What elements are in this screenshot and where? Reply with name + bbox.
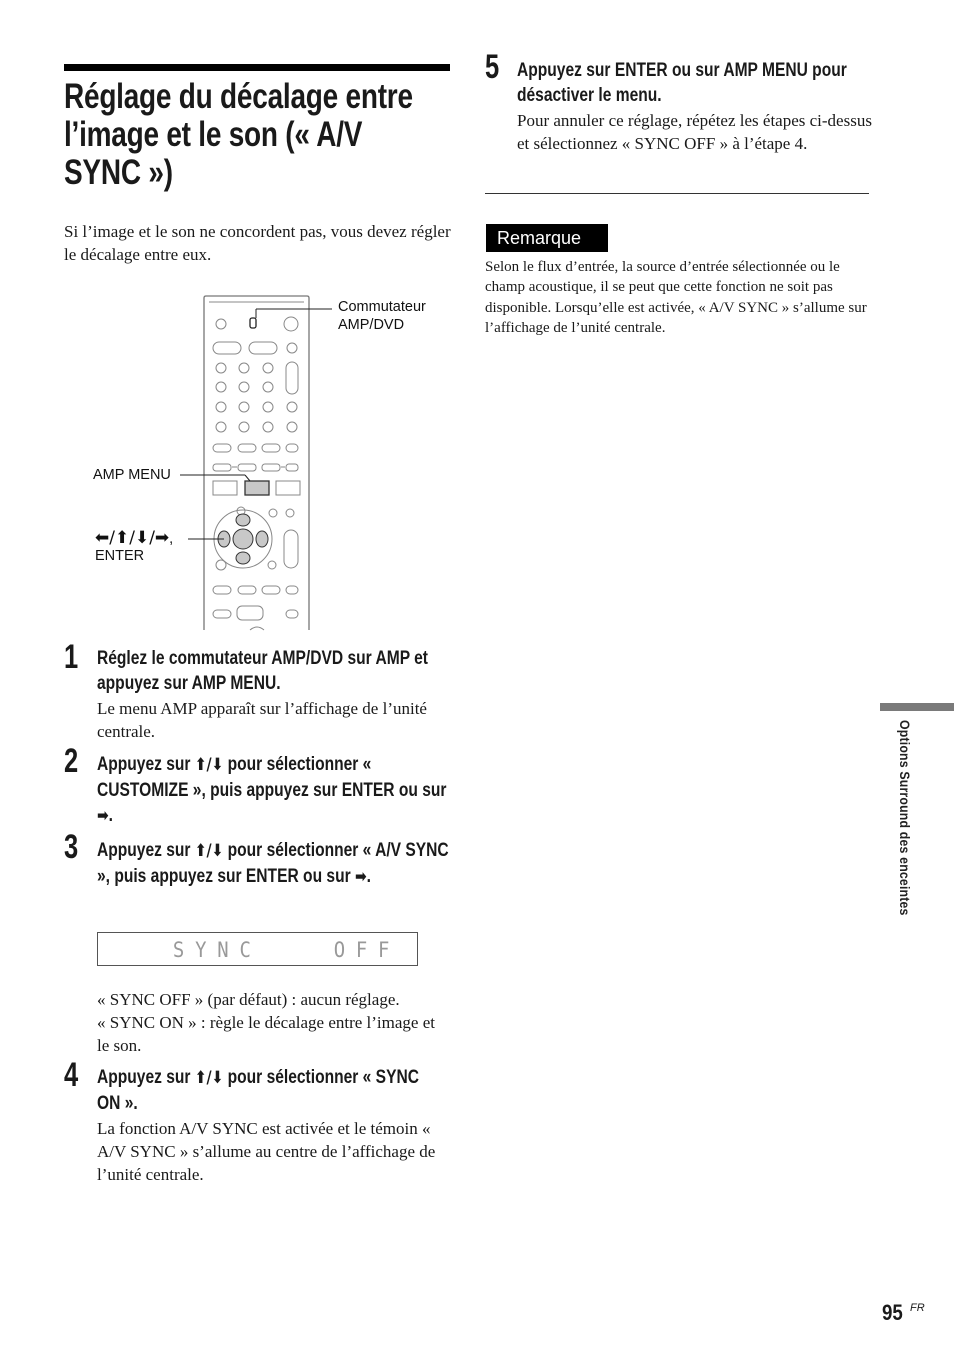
title-rule bbox=[64, 64, 450, 71]
step-1-heading: Réglez le commutateur AMP/DVD sur AMP et appuyez sur AMP MENU. bbox=[97, 648, 429, 694]
step-4-heading: Appuyez sur ⬆/⬇ pour sélectionner « SYNC ON ». bbox=[97, 1067, 419, 1114]
side-tab-bar bbox=[880, 703, 954, 711]
step-3-heading: Appuyez sur ⬆/⬇ pour sélectionner « A/V SYNC », puis appuyez sur ENTER ou sur ➡. bbox=[97, 840, 449, 887]
side-tab-label: Options Surround des enceintes bbox=[897, 720, 913, 916]
sync-off-description: « SYNC OFF » (par défaut) : aucun réglage. bbox=[97, 990, 400, 1009]
label-enter: ENTER bbox=[95, 548, 145, 564]
up-down-arrows-icon: ⬆/⬇ bbox=[194, 755, 224, 775]
step-5-heading: Appuyez sur ENTER ou sur AMP MENU pour désactiver le menu. bbox=[517, 60, 847, 106]
up-down-arrows-icon: ⬆/⬇ bbox=[194, 1068, 224, 1088]
lcd-text-right: OFF bbox=[333, 938, 401, 962]
step-5-number: 5 bbox=[485, 48, 500, 86]
page-title: Réglage du décalage entre l’image et le son (« A/V SYNC ») bbox=[64, 77, 413, 192]
note-text: Selon le flux d’entrée, la source d’entrée sélectionnée ou le champ acoustique, il se peut que cette fonction ne soit pas disponible. Lorsqu’elle est activée, « A/V SYNC » s’allume sur l’affichage de l’unité centrale. bbox=[485, 259, 867, 337]
intro-paragraph: Si l’image et le son ne concordent pas, vous devez régler le décalage entre eux. bbox=[64, 222, 451, 264]
right-arrow-icon: ➡ bbox=[354, 867, 367, 887]
label-switch-line1: Commutateur bbox=[338, 299, 426, 315]
step-4-body: La fonction A/V SYNC est activée et le témoin « A/V SYNC » s’allume au centre de l’affichage de l’unité centrale. bbox=[97, 1119, 436, 1184]
step-2-number: 2 bbox=[64, 742, 79, 780]
step-3-number: 3 bbox=[64, 828, 79, 866]
up-down-arrows-icon: ⬆/⬇ bbox=[194, 841, 224, 861]
four-arrows-icon: ⬅/⬆/⬇/➡ bbox=[95, 528, 170, 548]
label-arrows: ⬅/⬆/⬇/➡, bbox=[95, 528, 174, 548]
remote-control-figure bbox=[60, 290, 460, 635]
page-language-suffix: FR bbox=[910, 1302, 925, 1314]
step-2-heading: Appuyez sur ⬆/⬇ pour sélectionner « CUSTOMIZE », puis appuyez sur ENTER ou sur ➡. bbox=[97, 754, 447, 826]
step-5-body: Pour annuler ce réglage, répétez les étapes ci-dessus et sélectionnez « SYNC OFF » à l’étape 4. bbox=[517, 111, 872, 153]
amp-menu-button-icon bbox=[245, 481, 269, 495]
amp-dvd-switch-icon bbox=[250, 318, 256, 328]
step-1-number: 1 bbox=[64, 638, 79, 676]
sync-on-description: « SYNC ON » : règle le décalage entre l’image et le son. bbox=[97, 1013, 435, 1055]
right-arrow-icon: ➡ bbox=[97, 806, 109, 826]
label-amp-menu: AMP MENU bbox=[93, 467, 171, 483]
step-1-body: Le menu AMP apparaît sur l’affichage de l’unité centrale. bbox=[97, 699, 427, 741]
section-divider bbox=[485, 193, 869, 194]
page-number: 95 bbox=[882, 1300, 903, 1325]
lcd-display bbox=[97, 932, 418, 966]
step-4-number: 4 bbox=[64, 1056, 79, 1094]
note-badge: Remarque bbox=[486, 224, 608, 252]
label-switch-line2: AMP/DVD bbox=[338, 317, 405, 333]
lcd-text-left: SYNC bbox=[172, 938, 262, 962]
